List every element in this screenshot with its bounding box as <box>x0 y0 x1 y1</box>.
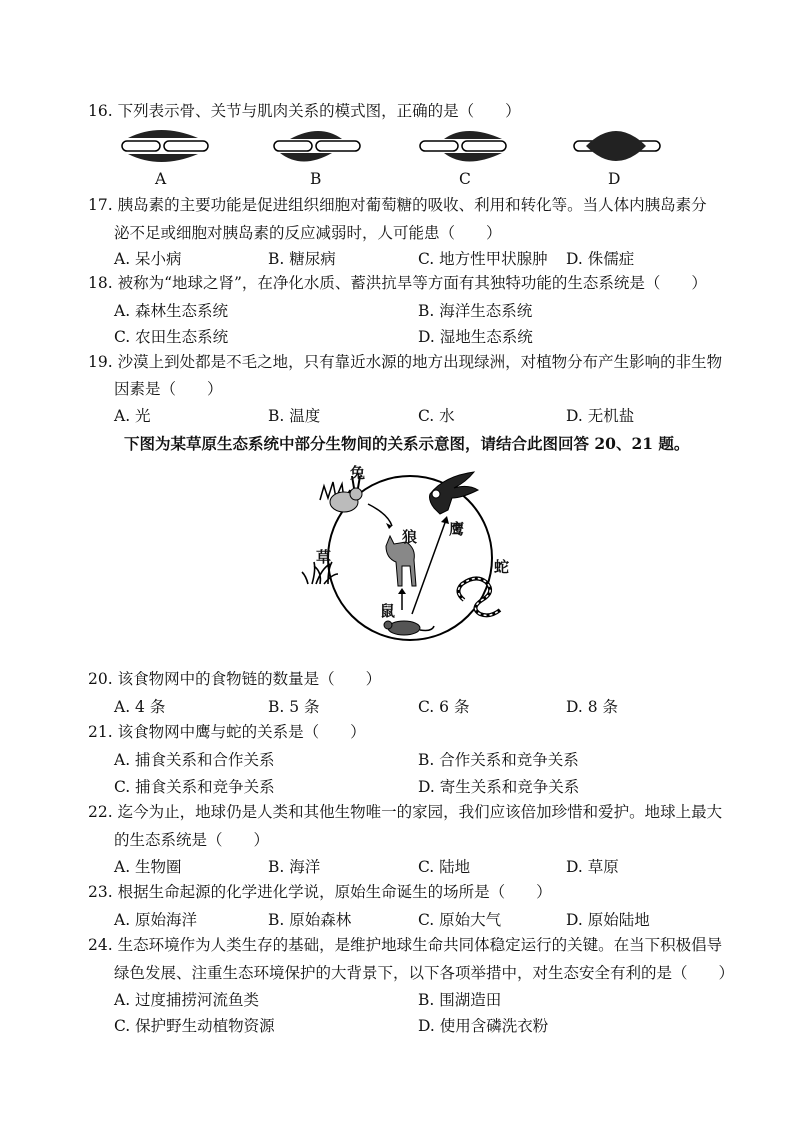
q18-option-b: B. 海洋生态系统 <box>418 302 533 320</box>
hawk-icon <box>430 472 479 514</box>
question-21: 21. 该食物网中鹰与蛇的关系是（ ） <box>88 723 366 741</box>
label-hawk: 鹰 <box>449 520 465 538</box>
q23-option-c: C. 原始大气 <box>418 911 502 929</box>
question-22: 22. 迄今为止，地球仍是人类和其他生物唯一的家园，我们应该倍加珍惜和爱护。地球上最大 <box>88 803 723 821</box>
diagram-option-d <box>572 126 662 166</box>
q19-option-a: A. 光 <box>114 407 151 425</box>
q22-option-a: A. 生物圈 <box>114 858 182 876</box>
mouse-icon <box>384 621 434 635</box>
q18-option-c: C. 农田生态系统 <box>114 328 229 346</box>
q21-option-c: C. 捕食关系和竞争关系 <box>114 778 275 796</box>
label-mouse: 鼠 <box>380 602 396 620</box>
diagram-label-a: A <box>155 170 167 188</box>
q19-option-c: C. 水 <box>418 407 455 425</box>
label-grass: 草 <box>316 548 332 566</box>
q17-option-a: A. 呆小病 <box>114 250 182 268</box>
question-24: 24. 生态环境作为人类生存的基础，是维护地球生命共同体稳定运行的关键。在当下积极倡导 <box>88 936 723 954</box>
q17-option-b: B. 糖尿病 <box>268 250 336 268</box>
q20-option-d: D. 8 条 <box>566 698 619 716</box>
q24-option-b: B. 围湖造田 <box>418 991 502 1009</box>
q21-option-d: D. 寄生关系和竞争关系 <box>418 778 580 796</box>
question-20: 20. 该食物网中的食物链的数量是（ ） <box>88 670 382 688</box>
food-web-diagram <box>300 460 520 650</box>
diagram-label-b: B <box>310 170 322 188</box>
q20-option-c: C. 6 条 <box>418 698 470 716</box>
q24-option-a: A. 过度捕捞河流鱼类 <box>114 991 260 1009</box>
label-snake: 蛇 <box>494 558 510 576</box>
q22-option-d: D. 草原 <box>566 858 619 876</box>
question-18: 18. 被称为“地球之肾”，在净化水质、蓄洪抗旱等方面有其独特功能的生态系统是（ ） <box>88 274 707 292</box>
question-19-cont: 因素是（ ） <box>114 380 223 398</box>
q21-option-b: B. 合作关系和竞争关系 <box>418 751 579 769</box>
diagram-option-c <box>418 126 508 166</box>
q20-option-b: B. 5 条 <box>268 698 320 716</box>
q18-option-a: A. 森林生态系统 <box>114 302 229 320</box>
q17-option-c: C. 地方性甲状腺肿 <box>418 250 548 268</box>
q18-option-d: D. 湿地生态系统 <box>418 328 533 346</box>
label-rabbit: 兔 <box>350 464 366 482</box>
food-web-intro: 下图为某草原生态系统中部分生物间的关系示意图，请结合此图回答 20、21 题。 <box>124 434 690 453</box>
q24-option-c: C. 保护野生动植物资源 <box>114 1017 275 1035</box>
diagram-label-c: C <box>459 170 471 188</box>
question-17: 17. 胰岛素的主要功能是促进组织细胞对葡萄糖的吸收、利用和转化等。当人体内胰岛素分 <box>88 196 707 214</box>
question-16: 16. 下列表示骨、关节与肌肉关系的模式图，正确的是（ ） <box>88 102 521 120</box>
question-17-cont: 泌不足或细胞对胰岛素的反应减弱时，人可能患（ ） <box>114 224 502 242</box>
q23-option-a: A. 原始海洋 <box>114 911 198 929</box>
diagram-option-b <box>272 126 362 166</box>
q23-option-b: B. 原始森林 <box>268 911 352 929</box>
diagram-option-a <box>120 126 210 166</box>
q19-option-d: D. 无机盐 <box>566 407 635 425</box>
q23-option-d: D. 原始陆地 <box>566 911 650 929</box>
question-19: 19. 沙漠上到处都是不毛之地，只有靠近水源的地方出现绿洲，对植物分布产生影响的非生物 <box>88 353 723 371</box>
question-22-cont: 的生态系统是（ ） <box>114 831 270 849</box>
diagram-label-d: D <box>608 170 621 188</box>
q22-option-c: C. 陆地 <box>418 858 471 876</box>
q19-option-b: B. 温度 <box>268 407 321 425</box>
question-24-cont: 绿色发展、注重生态环境保护的大背景下，以下各项举措中，对生态安全有利的是（ ） <box>114 964 735 982</box>
q21-option-a: A. 捕食关系和合作关系 <box>114 751 275 769</box>
q24-option-d: D. 使用含磷洗衣粉 <box>418 1017 549 1035</box>
q22-option-b: B. 海洋 <box>268 858 321 876</box>
label-wolf: 狼 <box>402 528 418 546</box>
q17-option-d: D. 侏儒症 <box>566 250 635 268</box>
q20-option-a: A. 4 条 <box>114 698 166 716</box>
question-23: 23. 根据生命起源的化学进化学说，原始生命诞生的场所是（ ） <box>88 883 552 901</box>
snake-icon <box>458 578 500 615</box>
